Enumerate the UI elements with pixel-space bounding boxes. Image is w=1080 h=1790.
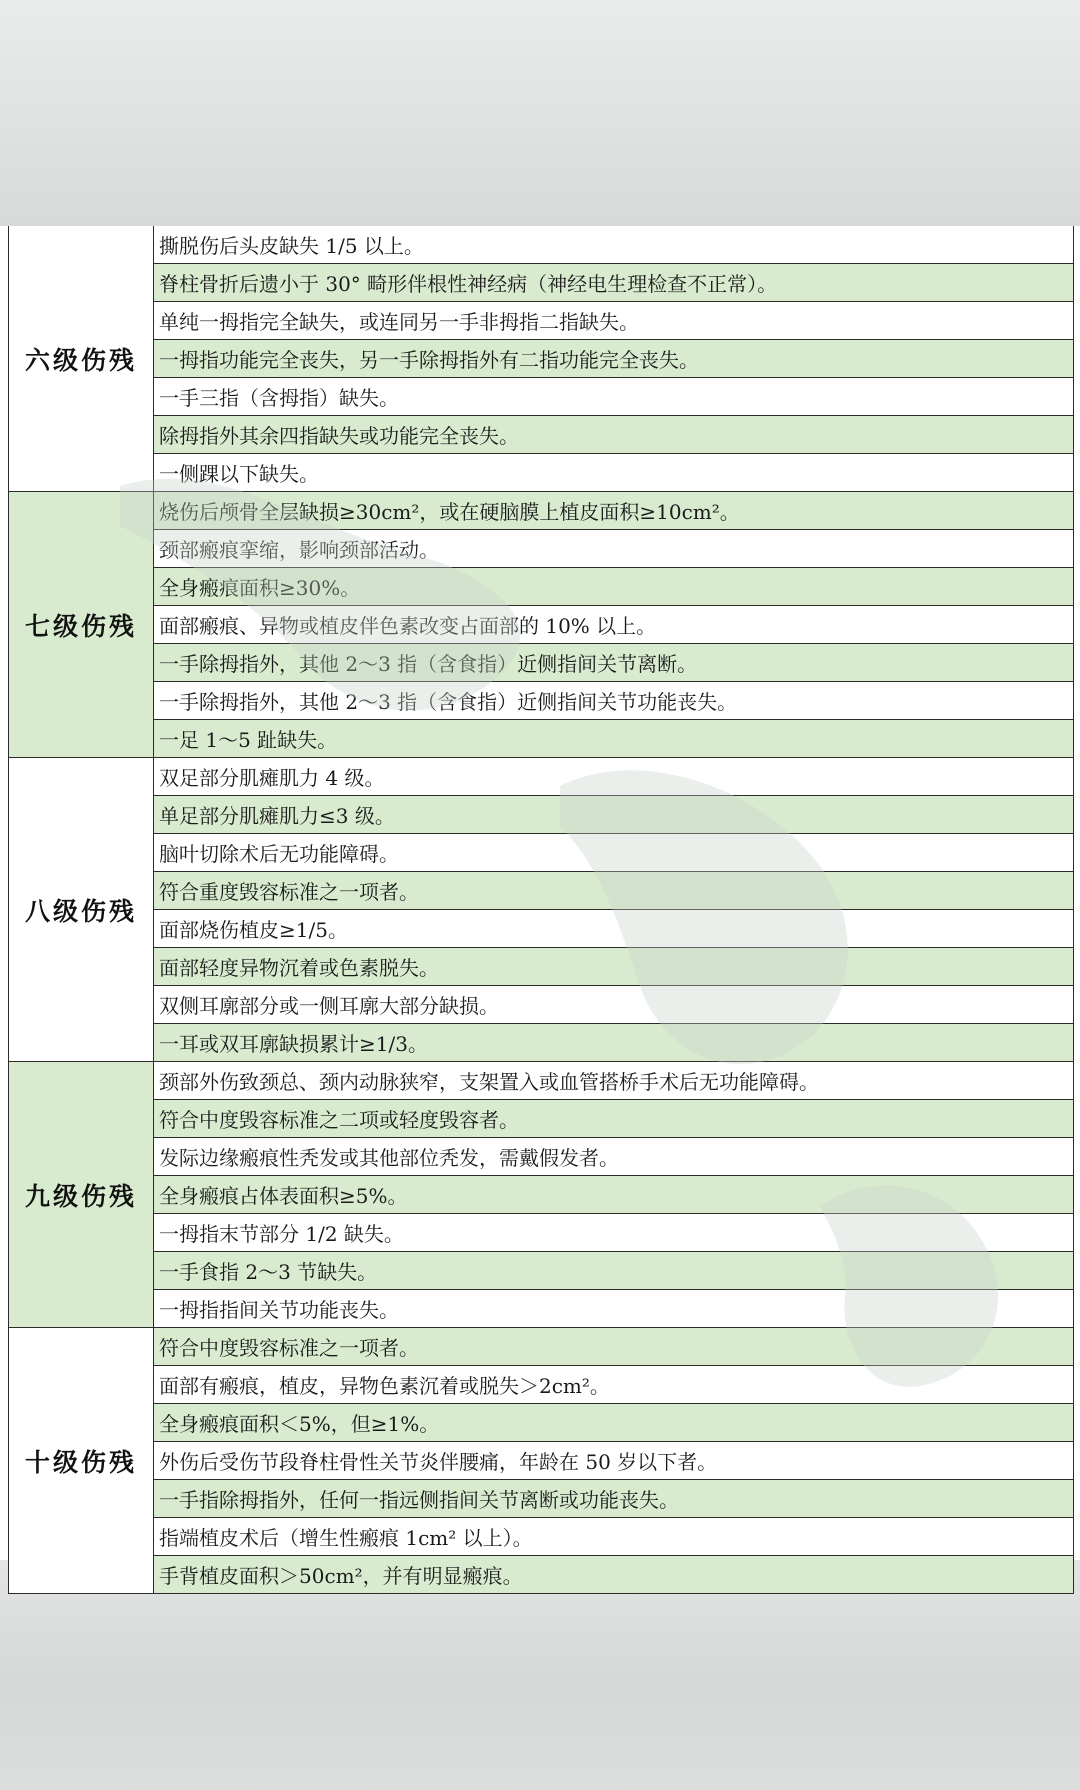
table-row [9,1176,1074,1214]
table-row [9,302,1074,340]
disability-level-label: 六级伤残 [9,226,154,492]
disability-criterion: 一手三指（含拇指）缺失。 [154,378,1074,416]
disability-criterion: 面部有瘢痕，植皮，异物色素沉着或脱失＞2cm²。 [154,1366,1074,1404]
disability-criterion: 符合重度毁容标准之一项者。 [154,872,1074,910]
disability-criterion: 单足部分肌瘫肌力≤3 级。 [154,796,1074,834]
disability-criterion: 双足部分肌瘫肌力 4 级。 [154,758,1074,796]
table-row [9,454,1074,492]
disability-criterion: 一拇指末节部分 1/2 缺失。 [154,1214,1074,1252]
table-row [9,986,1074,1024]
table-row [9,1100,1074,1138]
disability-level-label: 七级伤残 [9,492,154,758]
table-row [9,796,1074,834]
disability-criterion: 一侧踝以下缺失。 [154,454,1074,492]
document-sheet [0,226,1080,1588]
table-row [9,492,1074,530]
table-row [9,1138,1074,1176]
disability-criterion: 脊柱骨折后遗小于 30° 畸形伴根性神经病（神经电生理检查不正常）。 [154,264,1074,302]
disability-criterion: 全身瘢痕占体表面积≥5%。 [154,1176,1074,1214]
disability-criterion: 双侧耳廓部分或一侧耳廓大部分缺损。 [154,986,1074,1024]
disability-criterion: 指端植皮术后（增生性瘢痕 1cm² 以上）。 [154,1518,1074,1556]
disability-criterion: 一手除拇指外，其他 2～3 指（含食指）近侧指间关节功能丧失。 [154,682,1074,720]
disability-criterion: 面部轻度异物沉着或色素脱失。 [154,948,1074,986]
table-row [9,264,1074,302]
table-row [9,720,1074,758]
disability-criterion: 一手食指 2～3 节缺失。 [154,1252,1074,1290]
disability-criterion: 外伤后受伤节段脊柱骨性关节炎伴腰痛，年龄在 50 岁以下者。 [154,1442,1074,1480]
disability-criterion: 单纯一拇指完全缺失，或连同另一手非拇指二指缺失。 [154,302,1074,340]
disability-criterion: 发际边缘瘢痕性秃发或其他部位秃发，需戴假发者。 [154,1138,1074,1176]
table-row [9,758,1074,796]
table-row [9,1404,1074,1442]
disability-criterion: 一手除拇指外，其他 2～3 指（含食指）近侧指间关节离断。 [154,644,1074,682]
disability-criterion: 一拇指功能完全丧失，另一手除拇指外有二指功能完全丧失。 [154,340,1074,378]
top-blurred-background [0,0,1080,226]
disability-criterion: 面部瘢痕、异物或植皮伴色素改变占面部的 10% 以上。 [154,606,1074,644]
table-row [9,1328,1074,1366]
disability-criterion: 一耳或双耳廓缺损累计≥1/3。 [154,1024,1074,1062]
table-row [9,1024,1074,1062]
disability-criterion: 烧伤后颅骨全层缺损≥30cm²，或在硬脑膜上植皮面积≥10cm²。 [154,492,1074,530]
table-row [9,834,1074,872]
disability-level-label: 八级伤残 [9,758,154,1062]
table-row [9,910,1074,948]
disability-criterion: 符合中度毁容标准之二项或轻度毁容者。 [154,1100,1074,1138]
disability-criterion: 颈部外伤致颈总、颈内动脉狭窄，支架置入或血管搭桥手术后无功能障碍。 [154,1062,1074,1100]
disability-criterion: 符合中度毁容标准之一项者。 [154,1328,1074,1366]
disability-criterion: 一足 1～5 趾缺失。 [154,720,1074,758]
bottom-blurred-background [0,1560,1080,1790]
table-row [9,948,1074,986]
disability-criterion: 一手指除拇指外，任何一指远侧指间关节离断或功能丧失。 [154,1480,1074,1518]
disability-criterion: 面部烧伤植皮≥1/5。 [154,910,1074,948]
table-row [9,378,1074,416]
disability-criterion: 脑叶切除术后无功能障碍。 [154,834,1074,872]
disability-criterion: 除拇指外其余四指缺失或功能完全丧失。 [154,416,1074,454]
disability-criterion: 颈部瘢痕挛缩，影响颈部活动。 [154,530,1074,568]
table-row [9,1442,1074,1480]
table-row [9,416,1074,454]
disability-criterion: 全身瘢痕面积＜5%，但≥1%。 [154,1404,1074,1442]
table-row [9,568,1074,606]
table-row [9,1518,1074,1556]
table-row [9,1556,1074,1594]
table-row [9,226,1074,264]
table-row [9,1062,1074,1100]
disability-criterion: 一拇指指间关节功能丧失。 [154,1290,1074,1328]
disability-criterion: 撕脱伤后头皮缺失 1/5 以上。 [154,226,1074,264]
disability-level-label: 十级伤残 [9,1328,154,1594]
table-row [9,340,1074,378]
disability-grade-table [8,226,1074,1594]
table-row [9,1290,1074,1328]
table-row [9,1366,1074,1404]
table-row [9,606,1074,644]
table-row [9,1214,1074,1252]
table-row [9,872,1074,910]
table-row [9,1480,1074,1518]
table-row [9,682,1074,720]
table-row [9,644,1074,682]
disability-level-label: 九级伤残 [9,1062,154,1328]
disability-criterion: 全身瘢痕面积≥30%。 [154,568,1074,606]
disability-criterion: 手背植皮面积＞50cm²，并有明显瘢痕。 [154,1556,1074,1594]
table-row [9,530,1074,568]
table-row [9,1252,1074,1290]
